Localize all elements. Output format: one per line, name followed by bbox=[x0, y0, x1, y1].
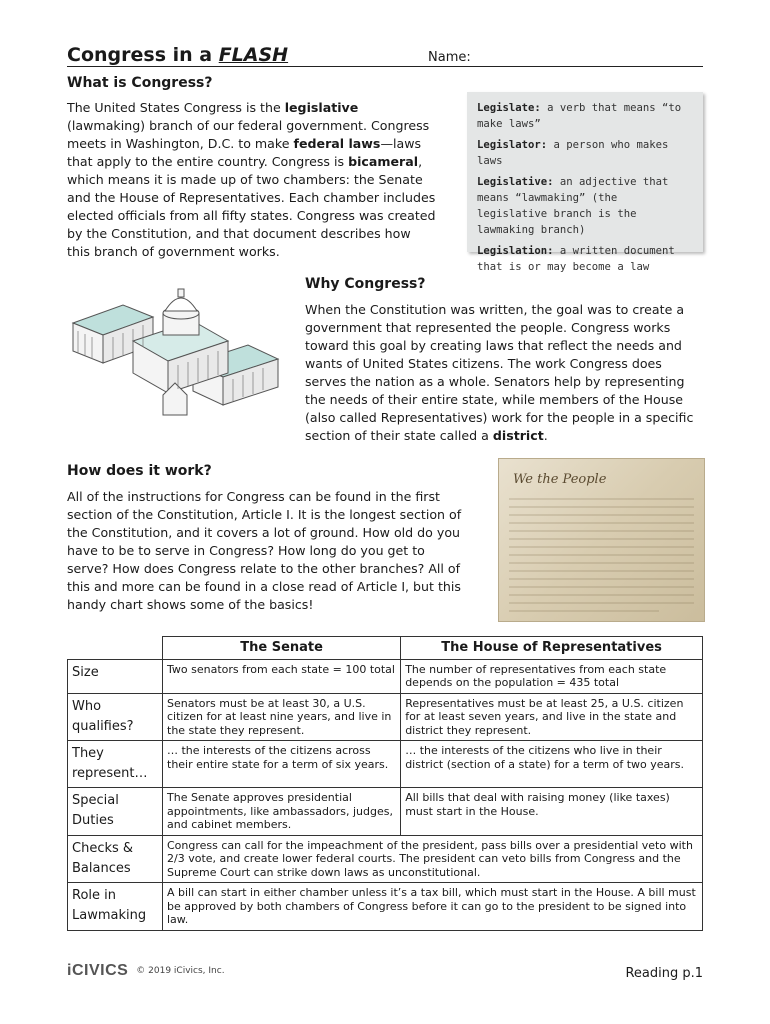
table-cell: All bills that deal with raising money (like taxes) must start in the House. bbox=[401, 788, 703, 836]
how-paragraph: All of the instructions for Congress can be found in the first section of the Constitution, Article I. It is the longest section of the Constitution, and it covers a lot of ground. How old do you have to be to serve in Congress? How long do you get to serve? How does Congress relate to the other branches? All of this and more can be found in a close read of Article I, but this handy chart shows some of the basics! bbox=[67, 489, 462, 612]
icivics-logo: iCIVICS bbox=[67, 962, 129, 979]
vocab-item: Legislation: a written document that is or may become a law bbox=[477, 245, 675, 273]
row-header: Size bbox=[68, 659, 163, 693]
vocab-item: Legislate: a verb that means “to make laws” bbox=[477, 102, 682, 130]
row-header: They represent… bbox=[68, 741, 163, 788]
table-row bbox=[68, 835, 703, 883]
heading-how-does-it-work: How does it work? bbox=[67, 463, 212, 479]
table-row bbox=[68, 693, 703, 741]
table-cell: The number of representatives from each state depends on the population = 435 total bbox=[401, 659, 703, 693]
column-header-senate: The Senate bbox=[163, 637, 401, 660]
constitution-script-lines bbox=[499, 459, 704, 621]
table-cell: A bill can start in either chamber unless it’s a tax bill, which must start in the House. A bill must be approved by both chambers of Congress before it can go to the president to be signed into law. bbox=[163, 883, 703, 931]
table-cell: … the interests of the citizens across their entire state for a term of six years. bbox=[163, 741, 401, 788]
copyright: © 2019 iCivics, Inc. bbox=[136, 966, 225, 976]
vocab-item: Legislator: a person who makes laws bbox=[477, 139, 669, 167]
page-title: Congress in a FLASH bbox=[67, 44, 289, 66]
table-row bbox=[68, 883, 703, 931]
vocabulary-box bbox=[467, 92, 703, 273]
capitol-building-illustration bbox=[63, 283, 283, 428]
title-emphasis: FLASH bbox=[218, 44, 289, 66]
table-cell: Representatives must be at least 25, a U.S. citizen for at least seven years, and live in the state and district they represent. bbox=[401, 693, 703, 741]
table-row bbox=[68, 788, 703, 836]
table-corner bbox=[68, 637, 163, 660]
title-underline bbox=[67, 66, 703, 67]
column-header-house: The House of Representatives bbox=[401, 637, 703, 660]
heading-what-is-congress: What is Congress? bbox=[67, 75, 213, 91]
table-row bbox=[68, 741, 703, 788]
table-cell: Two senators from each state = 100 total bbox=[163, 659, 401, 693]
page-number: Reading p.1 bbox=[625, 966, 703, 981]
congress-comparison-table bbox=[67, 636, 703, 931]
row-header: Role in Lawmaking bbox=[68, 883, 163, 931]
table-cell: Senators must be at least 30, a U.S. citizen for at least nine years, and live in the state they represent. bbox=[163, 693, 401, 741]
vocab-item: Legislative: an adjective that means “lawmaking” (the legislative branch is the lawmaking branch) bbox=[477, 176, 669, 236]
constitution-heading-script: We the People bbox=[513, 472, 607, 487]
row-header: Checks & Balances bbox=[68, 835, 163, 883]
table-row bbox=[68, 659, 703, 693]
constitution-document-image bbox=[498, 458, 705, 622]
what-paragraph: The United States Congress is the legislative (lawmaking) branch of our federal government. Congress meets in Washington, D.C. to make federal laws—laws that apply to the entire country. Congress is bicameral, which means it is made up of two chambers: the Senate and the House of Representatives. Each chamber includes elected officials from all fifty states. Congress was created by the Constitution, and that document describes how this branch of government works. bbox=[67, 100, 436, 259]
heading-why-congress: Why Congress? bbox=[305, 276, 426, 292]
why-paragraph: When the Constitution was written, the goal was to create a government that represented the people. Congress works toward this goal by creating laws that reflect the needs and wants of United States citizens. The work Congress does serves the nation as a whole. Senators help by representing the needs of their entire state, while members of the House (also called Representatives) work for the people in a specific section of their state called a district. bbox=[305, 302, 694, 443]
footer-brand bbox=[67, 962, 225, 980]
table-cell: The Senate approves presidential appointments, like ambassadors, judges, and cabinet members. bbox=[163, 788, 401, 836]
table-cell: Congress can call for the impeachment of the president, pass bills over a presidential veto with 2/3 vote, and create lower federal courts. The president can veto bills from Congress and the Supreme Court can strike down laws as unconstitutional. bbox=[163, 835, 703, 883]
table-cell: … the interests of the citizens who live in their district (section of a state) for a term of two years. bbox=[401, 741, 703, 788]
row-header: Who qualifies? bbox=[68, 693, 163, 741]
name-label: Name: bbox=[428, 50, 471, 65]
row-header: Special Duties bbox=[68, 788, 163, 836]
